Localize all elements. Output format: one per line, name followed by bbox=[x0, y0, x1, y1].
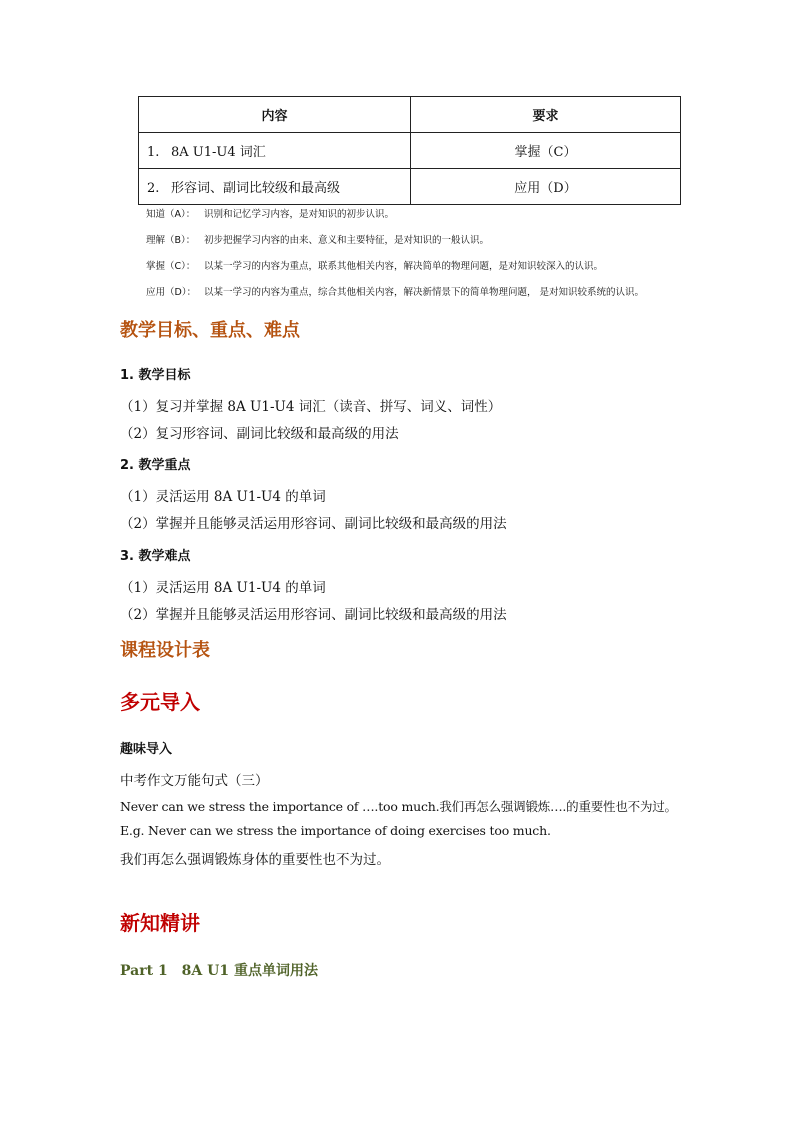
note-text: 识别和记忆学习内容，是对知识的初步认识。 bbox=[204, 209, 395, 220]
row-content bbox=[139, 169, 411, 205]
note-key: 掌握（C）： bbox=[146, 261, 196, 272]
note-key: 知道（A）： bbox=[146, 209, 196, 220]
row-number: 1. bbox=[147, 145, 160, 160]
difficulty-item: （1）灵活运用 8A U1-U4 的单词 bbox=[120, 580, 326, 596]
level-notes bbox=[146, 208, 644, 312]
table-row bbox=[139, 133, 681, 169]
focus-title: 2. 教学重点 bbox=[120, 458, 191, 473]
note-key: 理解（B）： bbox=[146, 235, 196, 246]
goal-item: （1）复习并掌握 8A U1-U4 词汇（读音、拼写、词义、词性） bbox=[120, 399, 502, 415]
note-text: 以某一学习的内容为重点，综合其他相关内容，解决新情景下的简单物理问题， 是对知识较系统的认识。 bbox=[204, 287, 645, 298]
intro-title: 多元导入 bbox=[120, 690, 200, 714]
difficulty-item: （2）掌握并且能够灵活运用形容词、副词比较级和最高级的用法 bbox=[120, 607, 507, 623]
row-requirement: 应用（D） bbox=[411, 169, 681, 205]
header-requirement: 要求 bbox=[411, 97, 681, 133]
goal-item: （2）复习形容词、副词比较级和最高级的用法 bbox=[120, 426, 399, 442]
intro-example: E.g. Never can we stress the importance of doing exercises too much. bbox=[120, 823, 551, 838]
note-key: 应用（D）： bbox=[146, 287, 197, 298]
header-content: 内容 bbox=[139, 97, 411, 133]
row-content-text: 形容词、副词比较级和最高级 bbox=[171, 181, 341, 196]
table-header-row bbox=[139, 97, 681, 133]
requirements-table bbox=[138, 96, 681, 205]
intro-sentence: Never can we stress the importance of ….too much.我们再怎么强调锻炼….的重要性也不为过。 bbox=[120, 799, 677, 814]
intro-translation: 我们再怎么强调锻炼身体的重要性也不为过。 bbox=[120, 852, 390, 868]
note-item bbox=[146, 260, 644, 286]
goals-title: 1. 教学目标 bbox=[120, 368, 191, 383]
focus-item: （1）灵活运用 8A U1-U4 的单词 bbox=[120, 489, 326, 505]
note-item bbox=[146, 234, 644, 260]
row-number: 2. bbox=[147, 181, 160, 196]
intro-subtitle: 趣味导入 bbox=[120, 742, 173, 757]
focus-item: （2）掌握并且能够灵活运用形容词、副词比较级和最高级的用法 bbox=[120, 516, 507, 532]
note-text: 初步把握学习内容的由来、意义和主要特征，是对知识的一般认识。 bbox=[204, 235, 490, 246]
difficulty-title: 3. 教学难点 bbox=[120, 549, 191, 564]
section-title-goals: 教学目标、重点、难点 bbox=[120, 320, 300, 341]
part-title: Part 1 8A U1 重点单词用法 bbox=[120, 963, 318, 979]
intro-line: 中考作文万能句式（三） bbox=[120, 773, 269, 789]
note-item bbox=[146, 208, 644, 234]
row-content bbox=[139, 133, 411, 169]
table-row bbox=[139, 169, 681, 205]
course-table-title: 课程设计表 bbox=[120, 640, 210, 661]
note-text: 以某一学习的内容为重点，联系其他相关内容，解决简单的物理问题，是对知识较深入的认识。 bbox=[204, 261, 604, 272]
note-item bbox=[146, 286, 644, 312]
new-knowledge-title: 新知精讲 bbox=[120, 911, 200, 935]
row-requirement: 掌握（C） bbox=[411, 133, 681, 169]
row-content-text: 8A U1-U4 词汇 bbox=[171, 145, 266, 160]
